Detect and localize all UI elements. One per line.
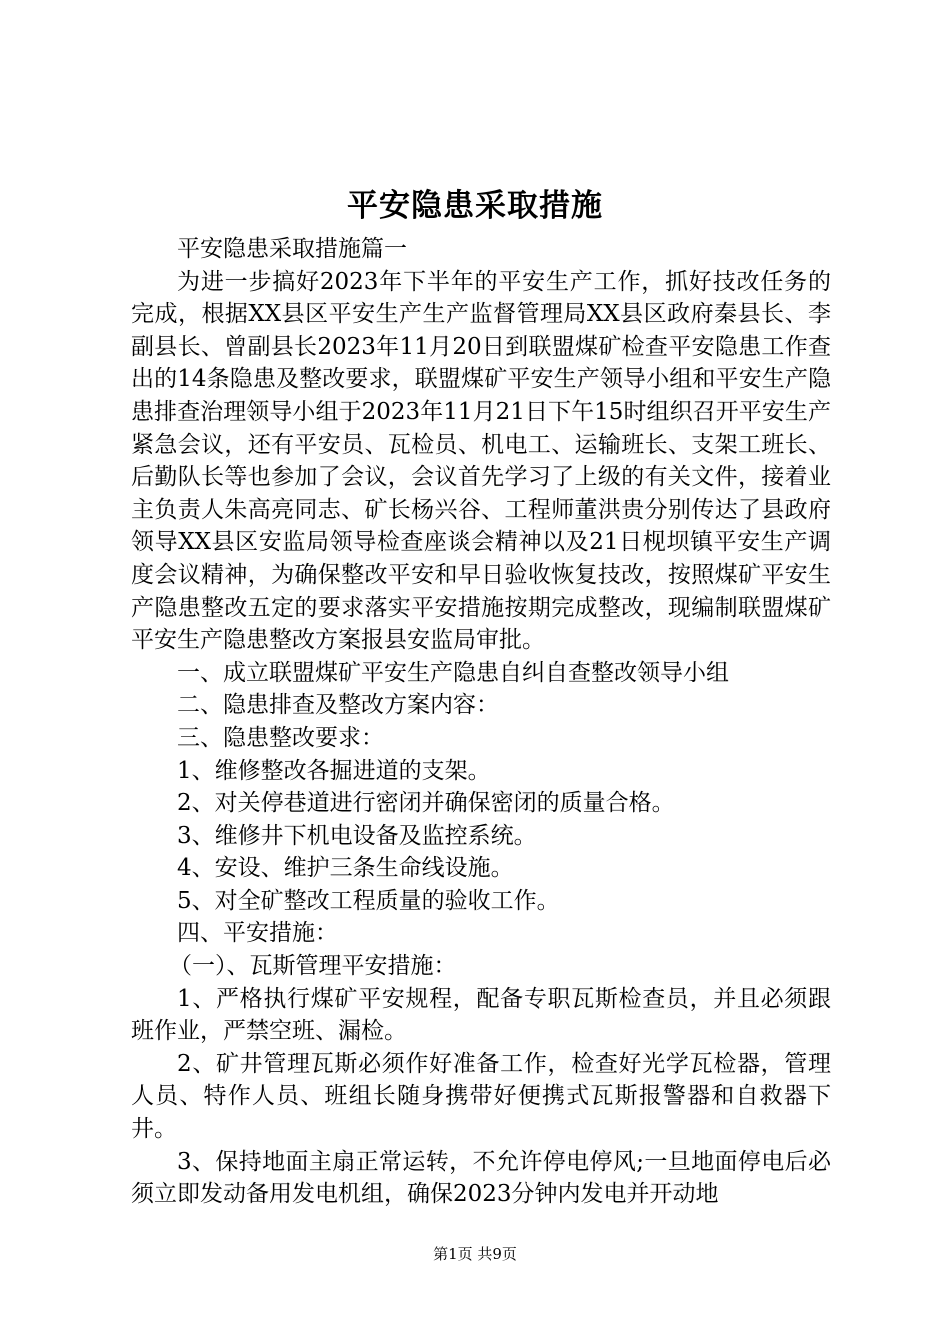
document-title: 平安隐患采取措施: [347, 188, 603, 224]
list-item: 1、维修整改各掘进道的支架。: [177, 757, 491, 784]
list-item: 3、保持地面主扇正常运转，不允许停电停风;一旦地面停电后必须立即发动备用发电机组，确保2023分钟内发电并开动地: [131, 1148, 831, 1208]
page-number-footer: 第1页 共9页: [433, 1245, 517, 1263]
list-heading: 一、成立联盟煤矿平安生产隐患自纠自查整改领导小组: [177, 659, 729, 686]
section-heading: 平安隐患采取措施篇一: [177, 236, 407, 262]
document-body: [131, 233, 831, 1211]
list-heading: 四、平安措施：: [177, 920, 338, 947]
list-item: 3、维修井下机电设备及监控系统。: [177, 822, 537, 849]
list-item: 5、对全矿整改工程质量的验收工作。: [177, 887, 560, 914]
sub-heading: （一）、瓦斯管理平安措施：: [169, 953, 457, 980]
body-paragraph: 为进一步搞好2023年下半年的平安生产工作，抓好技改任务的完成，根据XX县区平安生产生产监督管理局XX县区政府秦县长、李副县长、曾副县长2023年11月20日到联盟煤矿检查平安隐患工作查出的14条隐患及整改要求，联盟煤矿平安生产领导小组和平安生产隐患排查治理领导小组于2023年11月21日下午15时组织召开平安生产紧急会议，还有平安员、瓦检员、机电工、运输班长、支架工班长、后勤队长等也参加了会议，会议首先学习了上级的有关文件，接着业主负责人朱高亮同志、矿长杨兴谷、工程师董洪贵分别传达了县政府领导XX县区安监局领导检查座谈会精神以及21日枧坝镇平安生产调度会议精神，为确保整改平安和早日验收恢复技改，按照煤矿平安生产隐患整改五定的要求落实平安措施按期完成整改，现编制联盟煤矿平安生产隐患整改方案报县安监局审批。: [131, 268, 831, 654]
list-item: 2、矿井管理瓦斯必须作好准备工作，检查好光学瓦检器，管理人员、特作人员、班组长随身携带好便携式瓦斯报警器和自救器下井。: [131, 1050, 831, 1143]
list-item: 1、严格执行煤矿平安规程，配备专职瓦斯检查员，并且必须跟班作业，严禁空班、漏检。: [131, 985, 831, 1045]
list-item: 2、对关停巷道进行密闭并确保密闭的质量合格。: [177, 790, 675, 817]
list-heading: 二、隐患排查及整改方案内容：: [177, 692, 499, 719]
list-item: 4、安设、维护三条生命线设施。: [177, 855, 514, 882]
list-heading: 三、隐患整改要求：: [177, 724, 384, 751]
